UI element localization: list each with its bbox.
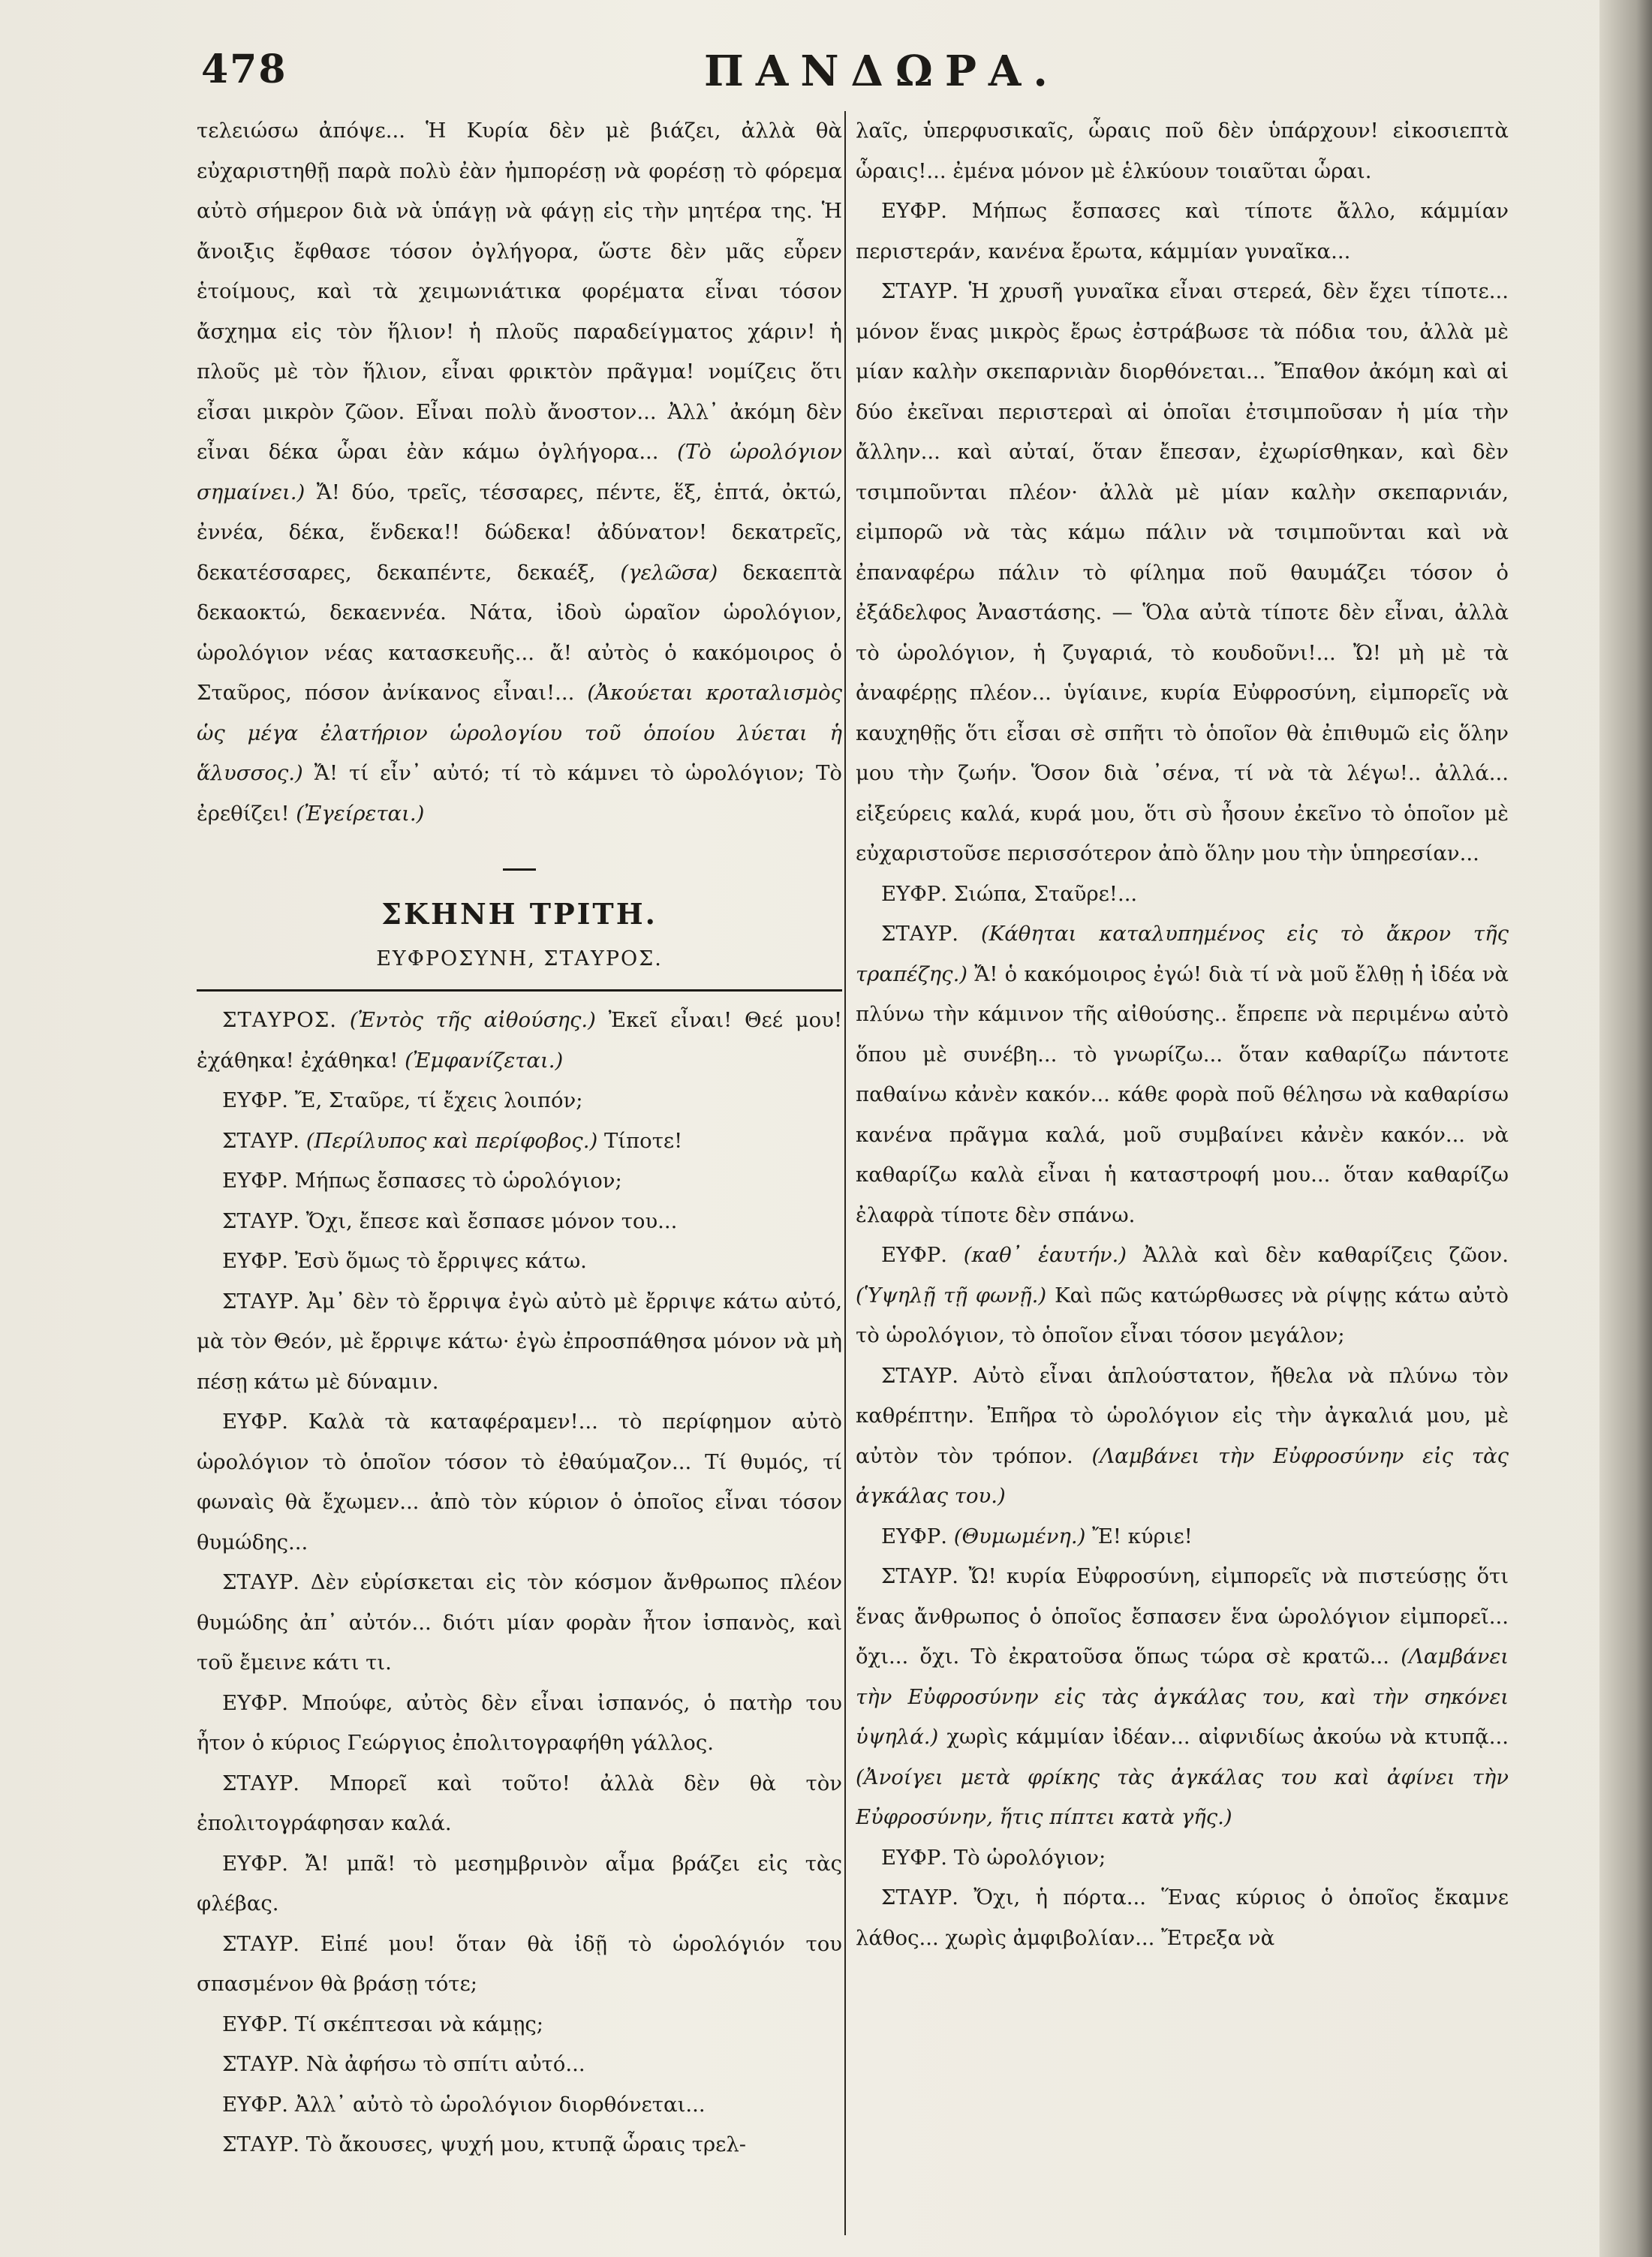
page-gutter xyxy=(1599,0,1652,2257)
text-run: Ἄ! δύο, τρεῖς, τέσσαρες, πέντε, ἕξ, ἑπτά, ὀκτώ, ἐννέα, δέκα, ἕνδεκα!! δώδεκα! ἀδύνατον! δεκατρεῖς, δεκατέσσαρες, δεκαπέντε, δεκαέξ, xyxy=(197,480,842,585)
running-title: ΠΑΝΔΩΡΑ. xyxy=(704,47,1060,96)
speaker: ΣΤΑΥΡ. xyxy=(881,922,959,946)
dialogue-line: ΕΥΦΡ. Μήπως ἔσπασες καὶ τίποτε ἄλλο, κάμμίαν περιστεράν, κανένα ἔρωτα, κάμμίαν γυναῖκα... xyxy=(856,199,1509,263)
dialogue-line: ΕΥΦΡ. Ἀλλ᾽ αὐτὸ τὸ ὡρολόγιον διορθόνεται... xyxy=(222,2092,706,2117)
dialogue-line xyxy=(856,1356,1509,1517)
dialogue-line: ΣΤΑΥΡ. Ὄχι, ἔπεσε καὶ ἔσπασε μόνον του... xyxy=(222,1208,678,1233)
text-run: ΣΤΑΥΡ. Ὤ! κυρία Εὐφροσύνη, εἰμπορεῖς νὰ πιστεύσῃς ὅτι ἕνας ἄνθρωπος ὁ ὁποῖος ἔσπασεν ἕνα ὡρολόγιον εἰμπορεῖ... ὄχι... ὄχι. Τὸ ἐκρατοῦσα ὅπως τώρα σὲ κρατῶ... xyxy=(856,1564,1509,1669)
dialogue-line: ΕΥΦΡ. Καλὰ τὰ καταφέραμεν!... τὸ περίφημον αὐτὸ ὡρολόγιον τὸ ὁποῖον τόσον τὸ ἐθαύμαζον... Τί θυμός, τί φωναὶς θὰ ἔχωμεν... ἀπὸ τὸν κύριον ὁ ὁποῖος εἶναι τόσον θυμώδης... xyxy=(197,1410,842,1554)
dialogue-line: ΣΤΑΥΡ. Τὸ ἄκουσες, ψυχή μου, κτυπᾷ ὧραις τρελ- xyxy=(222,2132,747,2156)
dialogue-line xyxy=(197,1001,842,1081)
stage-direction: (Ἐγείρεται.) xyxy=(296,801,425,826)
dialogue-line: ΕΥΦΡ. Σιώπα, Σταῦρε!... xyxy=(881,881,1138,906)
text-run: Ἄ! τί εἶν᾽ αὐτό; τί τὸ κάμνει τὸ ὡρολόγιον; Τὸ ἐρεθίζει! xyxy=(197,761,842,826)
dialogue-line: ΣΤΑΥΡ. Ἡ χρυσῆ γυναῖκα εἶναι στερεά, δὲν ἔχει τίποτε... μόνον ἕνας μικρὸς ἔρως ἐστράβωσε τὰ πόδια του, ἀλλὰ μὲ μίαν καλὴν σκεπαρνιὰν διορθόνεται... Ἔπαθον ἀκόμη καὶ αἱ δύο ἐκεῖναι περιστεραὶ αἱ ὁποῖαι ἐτσιμποῦσαν ἡ μία τὴν ἄλλην... καὶ αὐταί, ὅταν ἔπεσαν, ἐχωρίσθηκαν, καὶ δὲν τσιμποῦνται πλέον· ἀλλὰ μὲ μίαν καλὴν σκεπαρνιάν, εἰμπορῶ νὰ τὰς κάμω πάλιν νὰ τσιμποῦνται καὶ νὰ ἐπαναφέρω πάλιν τὸ φίλημα ποῦ θαυμάζει τόσον ὁ ἐξάδελφος Ἀναστάσης. — Ὅλα αὐτὰ τίποτε δὲν εἶναι, ἀλλὰ τὸ ὡρολόγιον, ἡ ζυγαριά, τὸ κουδοῦνι!... Ὤ! μὴ μὲ τὰ ἀναφέρῃς πλέον... ὑγίαινε, κυρία Εὐφροσύνη, εἰμπορεῖς νὰ καυχηθῇς ὅτι εἶσαι σὲ σπῆτι τὸ ὁποῖον θὰ ἐπιθυμῶ εἰς ὅλην μου τὴν ζωήν. Ὅσον διὰ ᾽σένα, τί νὰ τὰ λέγω!.. ἀλλά... εἰξεύρεις καλά, κυρά μου, ὅτι σὺ ἦσουν ἐκεῖνο τὸ ὁποῖον μὲ εὐχαριστοῦσε περισσότερον ἀπὸ ὅλην μου τὴν ὑπηρεσίαν... xyxy=(856,279,1509,865)
text-run: Ἔ! κύριε! xyxy=(1092,1524,1193,1548)
text-run: Καὶ πῶς κατώρθωσες νὰ ρίψῃς κάτω αὐτὸ τὸ ὡρολόγιον, τὸ ὁποῖον εἶναι τόσον μεγάλον; xyxy=(856,1283,1509,1347)
dialogue-line: λαῖς, ὑπερφυσικαῖς, ὧραις ποῦ δὲν ὑπάρχουν! εἰκοσιεπτὰ ὧραις!... ἐμένα μόνον μὲ ἑλκύουν τοιαῦται ὧραι. xyxy=(856,119,1509,183)
cast-rule xyxy=(197,989,842,992)
stage-direction: (Ἀνοίγει μετὰ φρίκης τὰς ἀγκάλας του καὶ ἀφίνει τὴν Εὐφροσύνην, ἥτις πίπτει κατὰ γῆς.) xyxy=(856,1765,1509,1829)
dialogue-line: ΣΤΑΥΡ. Νὰ ἀφήσω τὸ σπίτι αὐτό... xyxy=(222,2052,585,2076)
stage-direction: (Περίλυπος καὶ περίφοβος.) xyxy=(305,1128,598,1153)
stage-direction: (Τὸ ὡρολόγιον σημαίνει.) xyxy=(197,440,842,504)
stage-direction: (Ὑψηλῇ τῇ φωνῇ.) xyxy=(856,1283,1047,1308)
text-run: χωρὶς κάμμίαν ἰδέαν... αἰφνιδίως ἀκούω νὰ κτυπᾷ... xyxy=(946,1725,1509,1749)
text-run: Ἐκεῖ εἶναι! Θεέ μου! ἐχάθηκα! ἐχάθηκα! xyxy=(197,1008,842,1073)
left-column xyxy=(197,111,842,2228)
paragraph xyxy=(197,111,842,834)
dialogue-line xyxy=(856,1517,1509,1557)
scene-separator xyxy=(503,868,536,871)
dialogue-line: ΣΤΑΥΡ. Δὲν εὑρίσκεται εἰς τὸν κόσμον ἄνθρωπος πλέον θυμώδης ἀπ᾽ αὐτόν... διότι μίαν φορὰν ἦτον ἰσπανὸς, καὶ τοῦ ἔμεινε κάτι τι. xyxy=(197,1570,842,1675)
dialogue-line: ΕΥΦΡ. Ἄ! μπᾶ! τὸ μεσημβρινὸν αἷμα βράζει εἰς τὰς φλέβας. xyxy=(197,1851,842,1915)
speaker: ΕΥΦΡ. xyxy=(881,1243,948,1267)
stage-direction: (Ἐμφανίζεται.) xyxy=(405,1048,564,1073)
speaker: ΣΤΑΥΡΟΣ. xyxy=(222,1008,338,1032)
dialogue-line xyxy=(856,914,1509,1235)
dialogue-line: ΣΤΑΥΡ. Ὄχι, ἡ πόρτα... Ἕνας κύριος ὁ ὁποῖος ἔκαμνε λάθος... χωρὶς ἀμφιβολίαν... Ἔτρεξα νὰ xyxy=(856,1885,1509,1950)
stage-direction: (καθ᾽ ἑαυτήν.) xyxy=(963,1243,1127,1267)
text-run: ΣΤΑΥΡ. Αὐτὸ εἶναι ἁπλούστατον, ἤθελα νὰ πλύνω τὸν καθρέπτην. Ἐπῆρα τὸ ὡρολόγιον εἰς τὴν ἀγκαλιά μου, μὲ αὐτὸν τὸν τρόπον. xyxy=(856,1363,1509,1468)
dialogue-line: ΣΤΑΥΡ. Μπορεῖ καὶ τοῦτο! ἀλλὰ δὲν θὰ τὸν ἐπολιτογράφησαν καλά. xyxy=(197,1771,842,1835)
page-header xyxy=(201,47,1612,107)
stage-direction: (Λαμβάνει τὴν Εὐφροσύνην εἰς τὰς ἀγκάλας του.) xyxy=(856,1443,1509,1508)
dialogue-line xyxy=(856,1557,1509,1838)
right-column xyxy=(856,111,1509,2228)
stage-direction: (Λαμβάνει τὴν Εὐφροσύνην εἰς τὰς ἀγκάλας του, καὶ τὴν σηκόνει ὑψηλά.) xyxy=(856,1645,1509,1749)
dialogue-line: ΣΤΑΥΡ. Ἀμ᾽ δὲν τὸ ἔρριψα ἐγὼ αὐτὸ μὲ ἔρριψε κάτω αὐτό, μὰ τὸν Θεόν, μὲ ἔρριψε κάτω· ἐγὼ ἐπροσπάθησα μόνον νὰ μὴ πέσῃ κάτω μὲ δύναμιν. xyxy=(197,1289,842,1394)
page-number: 478 xyxy=(201,47,287,92)
stage-direction: (Ἐντὸς τῆς αἰθούσης.) xyxy=(349,1008,596,1032)
stage-direction: (Κάθηται καταλυπημένος εἰς τὸ ἄκρον τῆς τραπέζης.) xyxy=(856,922,1509,986)
text-run: Τίποτε! xyxy=(603,1128,683,1153)
text-run: Ἄ! ὁ κακόμοιρος ἐγώ! διὰ τί νὰ μοῦ ἔλθῃ ἡ ἰδέα νὰ πλύνω τὴν κάμινον τῆς αἰθούσης.. ἔπρεπε νὰ περιμένω αὐτὸ ὅπου μὲ συνέβη... τὸ γνωρίζω... ὅταν καθαρίζω πάντοτε παθαίνω κἀνὲν κακόν... κάθε φορὰ ποῦ θέλησω νὰ καθαρίσω κανένα πρᾶγμα καλά, μοῦ συμβαίνει κἀνὲν κακόν... νὰ καθαρίζω καλὰ εἶναι ἡ καταστροφή μου... ὅταν καθαρίζω ἐλαφρὰ τίποτε δὲν σπάνω. xyxy=(856,961,1509,1227)
dialogue-line: ΕΥΦΡ. Τί σκέπτεσαι νὰ κάμῃς; xyxy=(222,2012,544,2036)
column-divider xyxy=(844,111,846,2235)
speaker: ΣΤΑΥΡ. xyxy=(222,1128,300,1153)
dialogue-line: ΕΥΦΡ. Ἐσὺ ὅμως τὸ ἔρριψες κάτω. xyxy=(222,1249,587,1273)
scene-heading: ΣΚΗΝΗ ΤΡΙΤΗ. xyxy=(381,897,657,931)
dialogue-line: ΕΥΦΡ. Ἔ, Σταῦρε, τί ἔχεις λοιπόν; xyxy=(222,1088,583,1112)
dialogue-line: ΕΥΦΡ. Μήπως ἔσπασες τὸ ὡρολόγιον; xyxy=(222,1169,622,1193)
dialogue-line: ΕΥΦΡ. Τὸ ὡρολόγιον; xyxy=(881,1845,1106,1870)
dialogue-line: ΣΤΑΥΡ. Εἰπέ μου! ὅταν θὰ ἰδῇ τὸ ὡρολόγιόν του σπασμένον θὰ βράσῃ τότε; xyxy=(197,1931,842,1996)
dialogue-line xyxy=(197,1121,842,1162)
stage-direction: (γελῶσα) xyxy=(620,560,718,585)
text-run: τελειώσω ἀπόψε... Ἡ Κυρία δὲν μὲ βιάζει, ἀλλὰ θὰ εὐχαριστηθῇ παρὰ πολὺ ἐὰν ἠμπορέσῃ νὰ φορέσῃ τὸ φόρεμα αὐτὸ σήμερον διὰ νὰ ὑπάγῃ νὰ φάγῃ εἰς τὴν μητέρα της. Ἡ ἄνοιξις ἔφθασε τόσον ὀγλήγορα, ὥστε δὲν μᾶς εὗρεν ἑτοίμους, καὶ τὰ χειμωνιάτικα φορέματα εἶναι τόσον ἄσχημα εἰς τὸν ἥλιον! ἡ πλοῦς παραδείγματος χάριν! ἡ πλοῦς μὲ τὸν ἥλιον, εἶναι φρικτὸν πρᾶγμα! νομίζεις ὅτι εἶσαι μικρὸν ζῶον. Εἶναι πολὺ ἄνοστον... Ἀλλ᾽ ἀκόμη δὲν εἶναι δέκα ὧραι ἐὰν κάμω ὀγλήγορα... xyxy=(197,119,842,464)
scene-characters: ΕΥΦΡΟΣΥΝΗ, ΣΤΑΥΡΟΣ. xyxy=(376,947,663,971)
stage-direction: (Θυμωμένη.) xyxy=(953,1524,1086,1548)
text-run: δεκαεπτὰ δεκαοκτώ, δεκαεννέα. Νάτα, ἰδοὺ ὡραῖον ὡρολόγιον, ὡρολόγιον νέας κατασκευῆς... ἄ! αὐτὸς ὁ κακόμοιρος ὁ Σταῦρος, πόσον ἀνίκανος εἶναι!... xyxy=(197,560,842,705)
speaker: ΕΥΦΡ. xyxy=(881,1524,948,1548)
dialogue-line xyxy=(856,1235,1509,1356)
stage-direction: (Ἀκούεται κροταλισμὸς ὡς μέγα ἐλατήριον ὡρολογίου τοῦ ὁποίου λύεται ἡ ἅλυσσος.) xyxy=(197,681,842,785)
text-run: Ἀλλὰ καὶ δὲν καθαρίζεις ζῶον. xyxy=(1142,1243,1509,1267)
dialogue-line: ΕΥΦΡ. Μπούφε, αὐτὸς δὲν εἶναι ἰσπανός, ὁ πατὴρ του ἦτον ὁ κύριος Γεώργιος ἐπολιτογραφήθη γάλλος. xyxy=(197,1690,842,1755)
